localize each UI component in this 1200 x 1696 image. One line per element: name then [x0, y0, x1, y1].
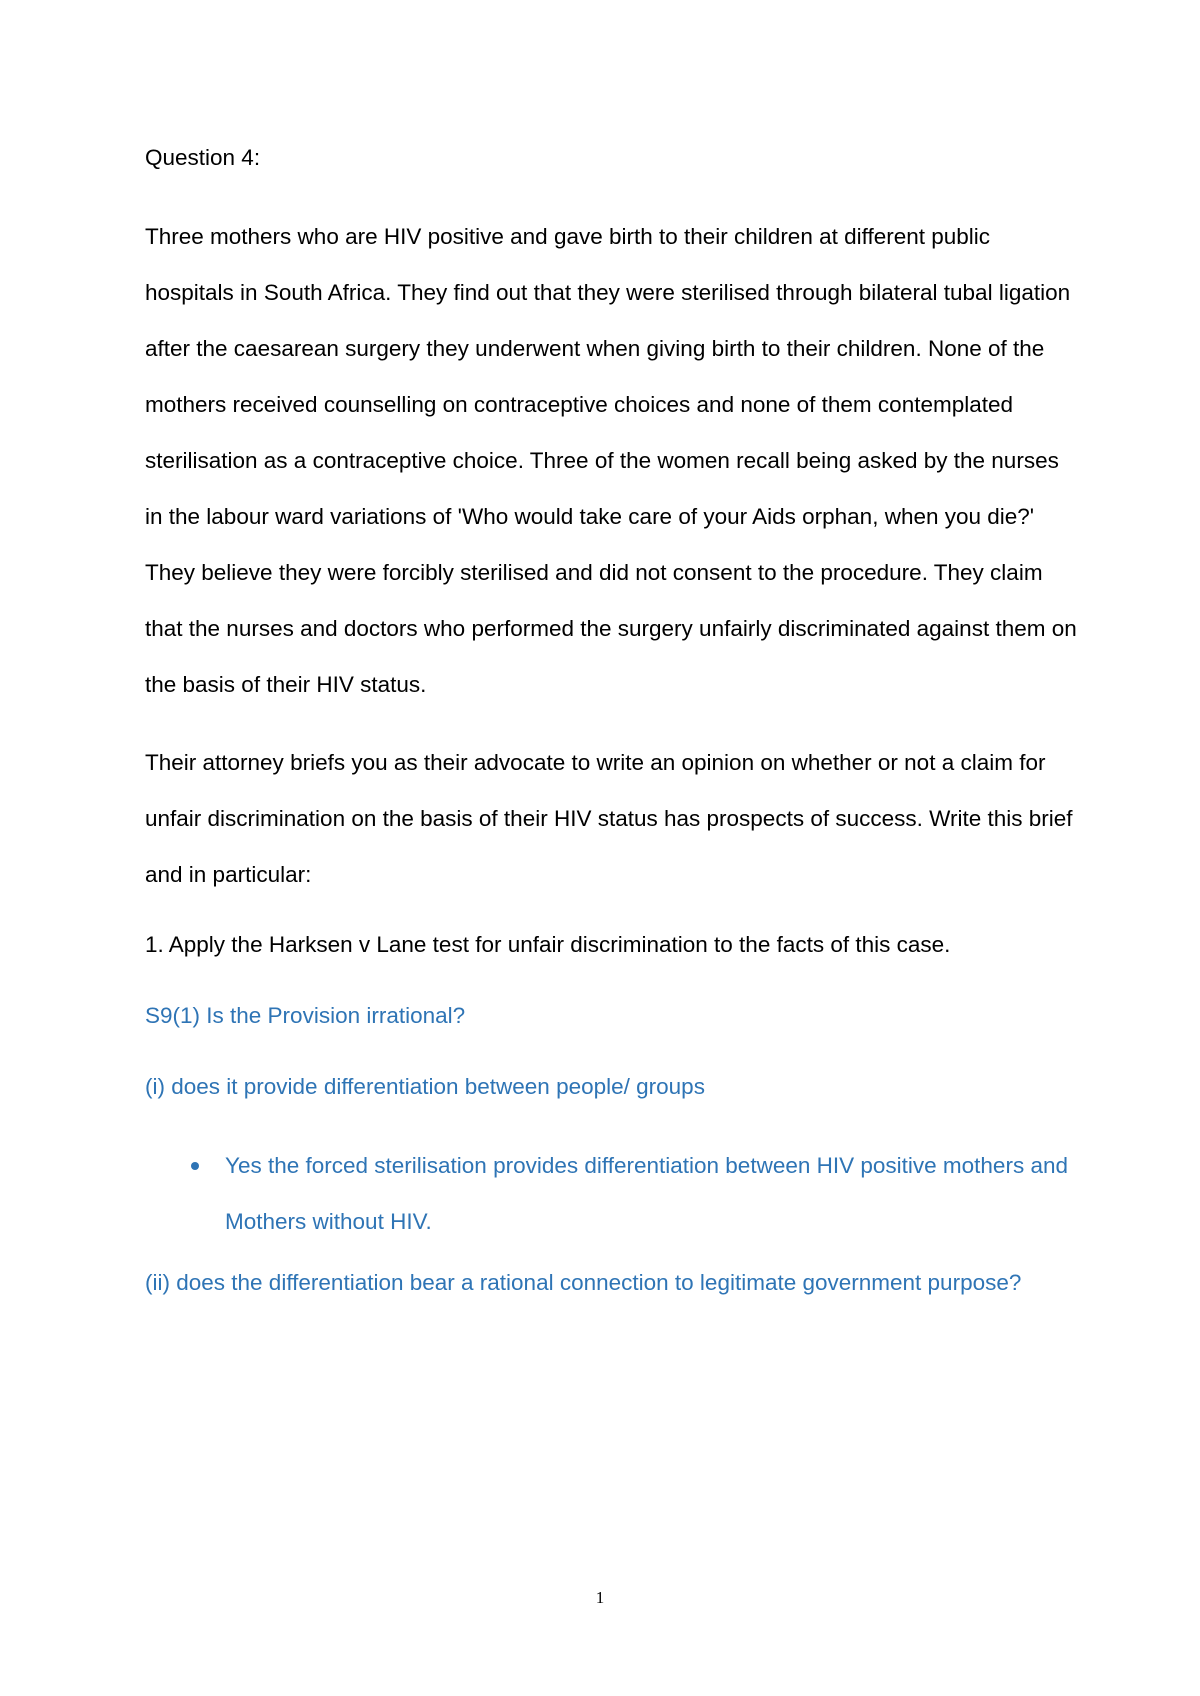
answer-question-i: (i) does it provide differentiation between people/ groups	[145, 1074, 705, 1099]
question-heading: Question 4:	[145, 145, 261, 170]
answer-question-ii: (ii) does the differentiation bear a rational connection to legitimate government purpose?	[145, 1270, 1022, 1295]
bullet-icon	[191, 1162, 199, 1170]
answer-section-heading: S9(1) Is the Provision irrational?	[145, 1003, 466, 1028]
answer-bullet-item	[145, 1138, 1080, 1250]
answer-bullet-text: Yes the forced sterilisation provides differentiation between HIV positive mothers and Mothers without HIV.	[225, 1153, 1068, 1234]
page-number: 1	[595, 1588, 605, 1607]
facts-paragraph: Three mothers who are HIV positive and gave birth to their children at different public hospitals in South Africa. They find out that they were sterilised through bilateral tubal ligation after the caesarean surgery they underwent when giving birth to their children. None of the mothers received counselling on contraceptive choices and none of them contemplated sterilisation as a contraceptive choice. Three of the women recall being asked by the nurses in the labour ward variations of 'Who would take care of your Aids orphan, when you die?' They believe they were forcibly sterilised and did not consent to the procedure. They claim that the nurses and doctors who performed the surgery unfairly discriminated against them on the basis of their HIV status.	[145, 224, 1077, 697]
document-body	[145, 143, 1080, 1311]
instruction-item-1: 1. Apply the Harksen v Lane test for unfair discrimination to the facts of this case.	[145, 932, 951, 957]
brief-paragraph: Their attorney briefs you as their advocate to write an opinion on whether or not a claim for unfair discrimination on the basis of their HIV status has prospects of success. Write this brief and in particular:	[145, 750, 1073, 887]
